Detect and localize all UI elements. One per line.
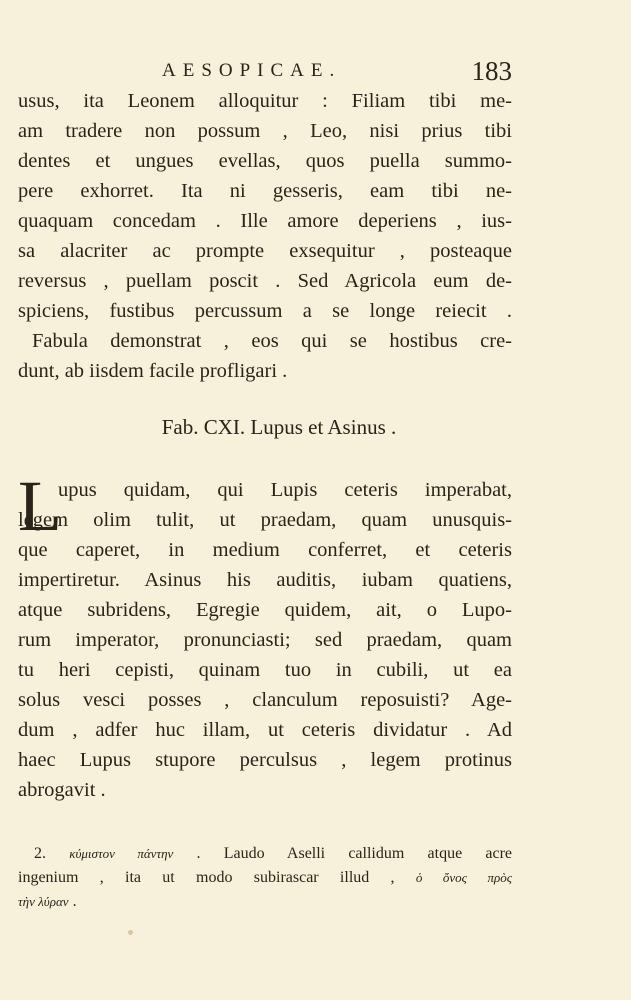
paper-spot [128,930,133,935]
text-line: sa alacriter ac prompte exsequitur , posteaque [18,240,512,262]
text-line: reversus , puellam poscit . Sed Agricola eum de- [18,270,512,292]
text-line: usus, ita Leonem alloquitur : Filiam tibi me- [18,90,512,112]
text-line: haec Lupus stupore perculsus , legem protinus [18,749,512,771]
text-line: dentes et ungues evellas, quos puella summo- [18,150,512,172]
text-line: que caperet, in medium conferret, et ceteris [18,539,512,561]
greek-phrase: τὴν λύραν [18,894,69,909]
text-line: quaquam concedam . Ille amore deperiens , ius- [18,210,512,232]
text-line: upus quidam, qui Lupis ceteris imperabat, [58,479,512,501]
text-line: solus vesci posses , clanculum reposuisti? Age- [18,689,512,711]
text-line: tu heri cepisti, quinam tuo in cubili, ut ea [18,659,512,681]
footnote-text: . [72,893,77,910]
footnote [18,842,512,914]
text-line: atque subridens, Egregie quidem, ait, o Lupo- [18,599,512,621]
fable-body [18,466,512,805]
footnote-number: 2. [34,845,46,862]
footnote-line [18,842,512,866]
text-line: abrogavit . [18,779,106,801]
text-line: legem olim tulit, ut praedam, quam unusquis- [18,509,512,531]
running-title: AESOPICAE. [162,60,342,81]
footnote-line [18,890,512,914]
text-line: impertiretur. Asinus his auditis, iubam quatiens, [18,569,512,591]
greek-phrase: ὁ ὄνος πρὸς [415,870,513,885]
page-number: 183 [471,56,512,86]
greek-phrase: κύμιστον πάντην [69,846,174,861]
text-line: dum , adfer huc illam, ut ceteris dividatur . Ad [18,719,512,741]
drop-cap: L [18,466,62,546]
page-header [18,56,512,88]
footnote-line [18,866,512,890]
text-line: spiciens, fustibus percussum a se longe reiecit . [18,300,512,322]
text-line: dunt, ab iisdem facile profligari . [18,360,288,382]
paragraph-continuation [18,86,512,386]
text-line: rum imperator, pronunciasti; sed praedam, quam [18,629,512,651]
fable-title: Fab. CXI. Lupus et Asinus . [161,415,397,439]
text-line: pere exhorret. Ita ni gesseris, eam tibi ne- [18,180,512,202]
text-line: am tradere non possum , Leo, nisi prius tibi [18,120,512,142]
text-line: Fabula demonstrat , eos qui se hostibus cre- [32,330,512,352]
footnote-text: ingenium , ita ut modo subirascar illud , [18,869,395,886]
footnote-text: . Laudo Aselli callidum atque acre [196,845,512,862]
